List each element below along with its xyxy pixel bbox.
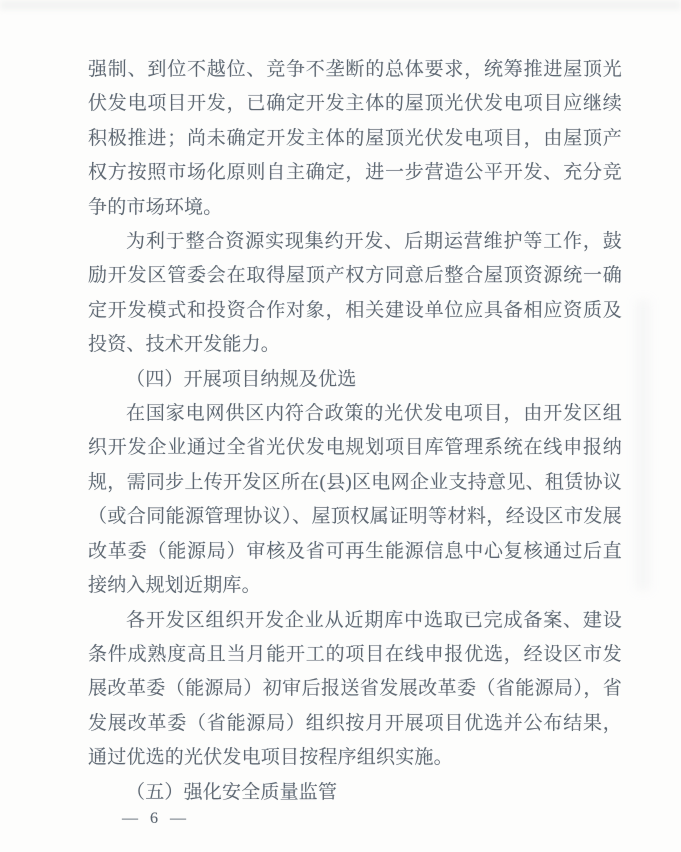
document-body [88,53,622,810]
paragraph-continuation: 强制、到位不越位、竞争不垄断的总体要求，统筹推进屋顶光伏发电项目开发，已确定开发主体的屋顶光伏发电项目应继续积极推进；尚未确定开发主体的屋顶光伏发电项目，由屋顶产权方按照市场化原则自主确定，进一步营造公平开发、充分竞争的市场环境。 [88,59,622,218]
paragraph: 各开发区组织开发企业从近期库中选取已完成备案、建设条件成熟度高且当月能开工的项目在线申报优选，经设区市发展改革委（能源局）初审后报送省发展改革委（省能源局），省发展改革委（省能源局）组织按月开展项目优选并公布结果，通过优选的光伏发电项目按程序组织实施。 [88,609,622,769]
scan-artifact-bleedthrough [636,300,650,590]
paragraph: 在国家电网供区内符合政策的光伏发电项目，由开发区组织开发企业通过全省光伏发电规划项目库管理系统在线申报纳规，需同步上传开发区所在(县)区电网企业支持意见、租赁协议（或合同能源管理协议）、屋顶权属证明等材料，经设区市发展改革委（能源局）审核及省可再生能源信息中心复核通过后直接纳入规划近期库。 [88,403,622,597]
section-heading-4: （四）开展项目纳规及优选 [126,368,357,390]
page-number: — 6 — [122,810,190,827]
paragraph: 为利于整合资源实现集约开发、后期运营维护等工作，鼓励开发区管委会在取得屋顶产权方同意后整合屋顶资源统一确定开发模式和投资合作对象，相关建设单位应具备相应资质及投资、技术开发能力。 [88,231,622,356]
section-heading-5: （五）强化安全质量监管 [126,781,338,803]
scan-artifact-top-band [0,0,681,10]
